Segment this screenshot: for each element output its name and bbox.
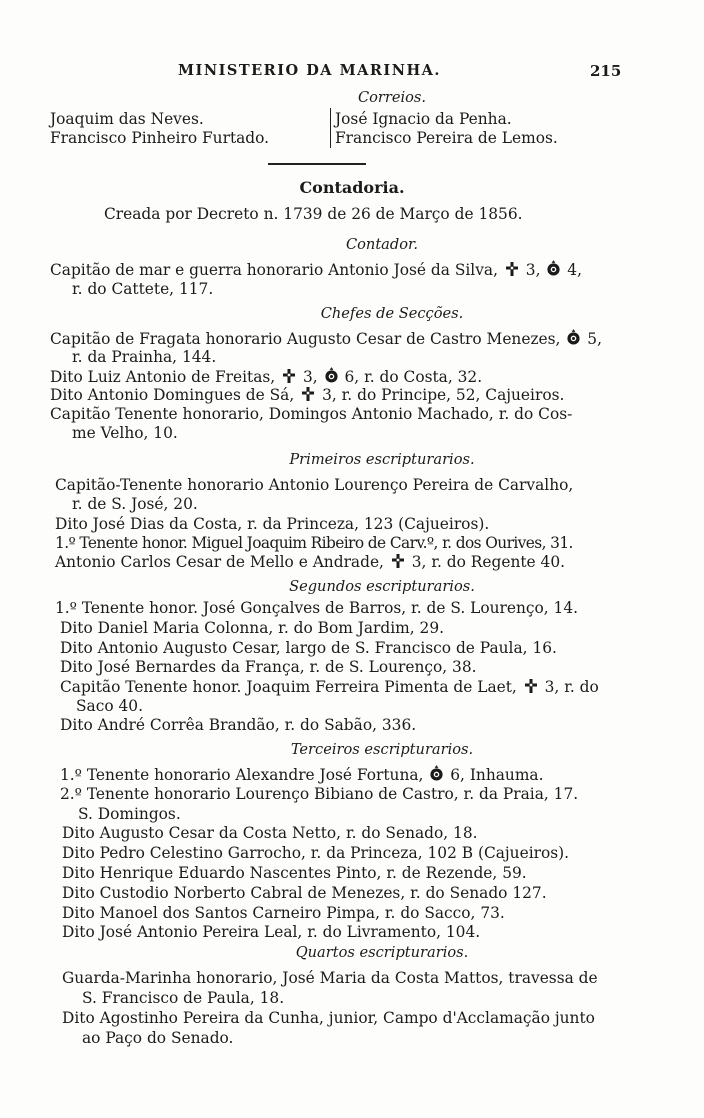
order-medal-icon [429, 765, 444, 782]
correios-entry: Francisco Pinheiro Furtado. [50, 129, 270, 147]
entry-line: Dito Antonio Augusto Cesar, largo de S. Francisco de Paula, 16. [60, 639, 557, 657]
correios-entry: Joaquim das Neves. [50, 110, 204, 128]
order-cross-icon [281, 368, 297, 384]
decree-text: Creada por Decreto n. 1739 de 26 de Março de 1856. [104, 205, 523, 223]
entry-line: Dito Henrique Eduardo Nascentes Pinto, r. de Rezende, 59. [62, 864, 527, 882]
section-title-segundos: Segundos escripturarios. [289, 578, 475, 595]
correios-right-column [335, 110, 558, 148]
entry-text: 1.º Tenente honorario Alexandre José Fortuna, [60, 766, 424, 784]
correios-left-column [50, 110, 269, 148]
running-head: MINISTERIO DA MARINHA. [178, 62, 441, 79]
entry-text: 6, r. do Costa, 32. [344, 368, 483, 386]
entry-line [50, 386, 564, 404]
section-rule [268, 163, 366, 165]
entry-line [50, 260, 582, 279]
entry-line [50, 367, 482, 386]
entry-line: Guarda-Marinha honorario, José Maria da Costa Mattos, travessa de [62, 969, 598, 987]
order-medal-icon [324, 367, 339, 384]
correios-entry: José Ignacio da Penha. [335, 110, 512, 128]
entry-line: Dito André Corrêa Brandão, r. do Sabão, 336. [60, 716, 417, 734]
entry-text: 3, [303, 368, 318, 386]
entry-line: r. de S. José, 20. [72, 495, 198, 513]
entry-line: Dito José Antonio Pereira Leal, r. do Livramento, 104. [62, 923, 481, 941]
entry-line: 1.º Tenente honor. Miguel Joaquim Ribeiro de Carv.º, r. dos Ourives, 31. [55, 534, 573, 552]
entry-line: 2.º Tenente honorario Lourenço Bibiano de Castro, r. da Praia, 17. [60, 785, 579, 803]
order-medal-icon [566, 329, 581, 346]
entry-line: Dito Pedro Celestino Garrocho, r. da Princeza, 102 B (Cajueiros). [62, 844, 570, 862]
entry-text: Dito Antonio Domingues de Sá, [50, 386, 295, 404]
entry-text: Dito Luiz Antonio de Freitas, [50, 368, 276, 386]
entry-line: Saco 40. [76, 697, 143, 715]
entry-line: Dito José Bernardes da França, r. de S. Lourenço, 38. [60, 658, 477, 676]
entry-text: 4, [567, 261, 582, 279]
order-medal-icon [546, 260, 561, 277]
entry-line: S. Domingos. [78, 805, 181, 823]
section-title-quartos: Quartos escripturarios. [295, 944, 469, 961]
entry-text: 5, [587, 330, 602, 348]
entry-line [50, 329, 602, 348]
section-title-terceiros: Terceiros escripturarios. [290, 741, 474, 758]
entry-line: r. do Cattete, 117. [72, 280, 214, 298]
entry-line: Dito Agostinho Pereira da Cunha, junior, Campo d'Acclamação junto [62, 1009, 595, 1027]
entry-line: 1.º Tenente honor. José Gonçalves de Barros, r. de S. Lourenço, 14. [55, 599, 579, 617]
order-cross-icon [523, 678, 539, 694]
entry-text: 3, r. do [544, 678, 599, 696]
section-title-contadoria: Contadoria. [299, 178, 405, 197]
entry-line: Dito Manoel dos Santos Carneiro Pimpa, r. do Sacco, 73. [62, 904, 505, 922]
entry-line: me Velho, 10. [72, 424, 178, 442]
entry-line: r. da Prainha, 144. [72, 348, 217, 366]
entry-text: Capitão de Fragata honorario Augusto Cesar de Castro Menezes, [50, 330, 561, 348]
entry-line: Capitão-Tenente honorario Antonio Lourenço Pereira de Carvalho, [55, 476, 574, 494]
entry-text: 6, Inhauma. [450, 766, 544, 784]
entry-line [60, 765, 543, 784]
entry-text: 3, [525, 261, 541, 279]
page-number: 215 [590, 62, 622, 80]
section-title-correios: Correios. [357, 89, 427, 106]
entry-text: Antonio Carlos Cesar de Mello e Andrade, [55, 553, 384, 571]
entry-line [55, 553, 565, 571]
section-title-chefes: Chefes de Secções. [320, 305, 464, 322]
entry-line: S. Francisco de Paula, 18. [82, 989, 285, 1007]
column-divider [330, 108, 331, 148]
order-cross-icon [300, 386, 316, 402]
entry-text: Capitão Tenente honor. Joaquim Ferreira Pimenta de Laet, [60, 678, 517, 696]
entry-line [60, 678, 599, 696]
entry-line: Capitão Tenente honorario, Domingos Antonio Machado, r. do Cos- [50, 405, 573, 423]
entry-line: Dito Custodio Norberto Cabral de Menezes, r. do Senado 127. [62, 884, 547, 902]
entry-line: Dito Daniel Maria Colonna, r. do Bom Jardim, 29. [60, 619, 445, 637]
entry-line: Dito Augusto Cesar da Costa Netto, r. do Senado, 18. [62, 824, 478, 842]
entry-text: Capitão de mar e guerra honorario Antonio José da Silva, [50, 261, 498, 279]
page-header [0, 62, 704, 84]
section-title-primeiros: Primeiros escripturarios. [289, 451, 475, 468]
entry-text: 3, r. do Regente 40. [411, 553, 566, 571]
order-cross-icon [504, 261, 520, 277]
correios-entry: Francisco Pereira de Lemos. [335, 129, 558, 147]
entry-line: ao Paço do Senado. [82, 1029, 234, 1047]
entry-text: 3, r. do Principe, 52, Cajueiros. [322, 386, 565, 404]
entry-line: Dito José Dias da Costa, r. da Princeza, 123 (Cajueiros). [55, 515, 490, 533]
section-title-contador: Contador. [345, 236, 419, 253]
order-cross-icon [390, 553, 406, 569]
